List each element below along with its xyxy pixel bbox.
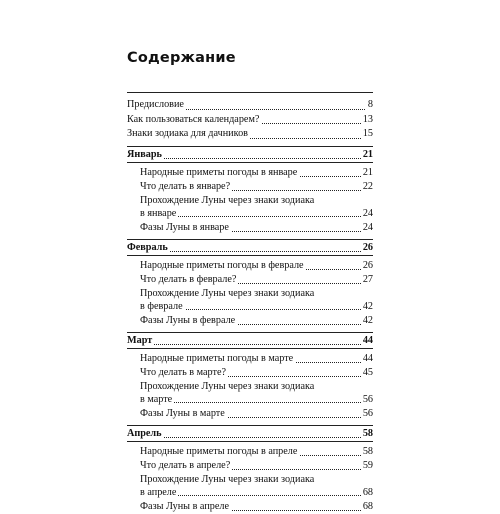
toc-entry-title: Предисловие: [127, 99, 184, 110]
toc-entry-title-line2: в марте: [140, 393, 173, 405]
toc-entry-title-line1: Прохождение Луны через знаки зодиака: [140, 194, 315, 206]
month-title: Январь: [127, 148, 162, 160]
toc-entry-title: Что делать в январе?: [140, 180, 231, 192]
toc-entry-title: Фазы Луны в феврале: [140, 314, 236, 326]
divider: [127, 441, 373, 442]
toc-page-number: 15: [361, 127, 373, 142]
toc-entry-title: Народные приметы погоды в январе: [140, 166, 298, 178]
toc-subentry[interactable]: [140, 221, 373, 235]
toc-page-number: 26: [362, 241, 373, 253]
month-heading[interactable]: [127, 240, 373, 255]
toc-subentry[interactable]: [140, 194, 373, 221]
toc-page-number: 58: [362, 445, 373, 457]
toc-page-number: 44: [362, 334, 373, 346]
toc-subentry[interactable]: [140, 473, 373, 500]
toc-page-number: 26: [362, 259, 373, 271]
toc-subentry[interactable]: [140, 352, 373, 366]
toc-page-number: 56: [362, 393, 373, 405]
month-heading[interactable]: [127, 426, 373, 441]
divider: [127, 162, 373, 163]
toc-entry-title-line2: в январе: [140, 207, 177, 219]
toc-entry-title: Народные приметы погоды в феврале: [140, 259, 304, 271]
toc-entry-title: Что делать в феврале?: [140, 273, 237, 285]
toc-entry-title-line1: Прохождение Луны через знаки зодиака: [140, 380, 315, 392]
toc-page-number: 24: [362, 221, 373, 233]
toc-page-number: 44: [362, 352, 373, 364]
month-title: Март: [127, 334, 153, 346]
toc-page-number: 45: [362, 366, 373, 378]
toc-subentry[interactable]: [140, 180, 373, 194]
toc-list: [127, 92, 373, 514]
toc-entry-title-line1: Прохождение Луны через знаки зодиака: [140, 287, 315, 299]
toc-subentry[interactable]: [140, 366, 373, 380]
toc-page-number: 42: [362, 300, 373, 312]
toc-page-number: 56: [362, 407, 373, 419]
toc-page-number: 21: [362, 148, 373, 160]
toc-entry-title: Как пользоваться календарем?: [127, 113, 260, 125]
toc-subentry[interactable]: [140, 445, 373, 459]
toc-entry-title: Что делать в апреле?: [140, 459, 231, 471]
toc-subentry[interactable]: [140, 259, 373, 273]
divider: [127, 348, 373, 349]
toc-entry-title: Знаки зодиака для дачников: [127, 128, 248, 139]
toc-page-number: 27: [362, 273, 373, 285]
toc-entry-title: Фазы Луны в апреле: [140, 500, 229, 512]
toc-page-number: 22: [362, 180, 373, 192]
toc-entry-title-line2: в апреле: [140, 486, 177, 498]
toc-entry-title: Фазы Луны в марте: [140, 407, 225, 419]
toc-entry-how-to-use[interactable]: [127, 113, 373, 128]
toc-page-number: 68: [362, 500, 373, 512]
toc-entry-title: Фазы Луны в январе: [140, 221, 229, 233]
toc-subentry[interactable]: [140, 407, 373, 421]
toc-subentry[interactable]: [140, 166, 373, 180]
month-title: Февраль: [127, 241, 168, 253]
toc-page-number: 24: [362, 207, 373, 219]
toc-page-number: 42: [362, 314, 373, 326]
divider: [127, 255, 373, 256]
toc-subentry[interactable]: [140, 273, 373, 287]
toc-entry-title: Народные приметы погоды в марте: [140, 352, 294, 364]
toc-subentry[interactable]: [140, 500, 373, 514]
toc-entry-title-line1: Прохождение Луны через знаки зодиака: [140, 473, 315, 485]
toc-page-number: 8: [366, 98, 373, 113]
toc-subentry[interactable]: [140, 459, 373, 473]
toc-entry-title: Что делать в марте?: [140, 366, 226, 378]
months-section: [127, 146, 373, 514]
page-title: Содержание: [127, 50, 236, 66]
month-title: Апрель: [127, 427, 162, 439]
toc-entry-preface[interactable]: [127, 98, 373, 113]
month-heading[interactable]: [127, 333, 373, 348]
toc-page-number: 58: [362, 427, 373, 439]
toc-page-number: 59: [362, 459, 373, 471]
toc-page-number: 68: [362, 486, 373, 498]
toc-entry-title: Народные приметы погоды в апреле: [140, 445, 298, 457]
toc-subentry[interactable]: [140, 314, 373, 328]
toc-entry-zodiac[interactable]: [127, 127, 373, 142]
toc-page-number: 21: [362, 166, 373, 178]
toc-subentry[interactable]: [140, 380, 373, 407]
toc-entry-title-line2: в феврале: [140, 300, 183, 312]
toc-subentry[interactable]: [140, 287, 373, 314]
month-heading[interactable]: [127, 147, 373, 162]
toc-page-number: 13: [361, 113, 373, 128]
